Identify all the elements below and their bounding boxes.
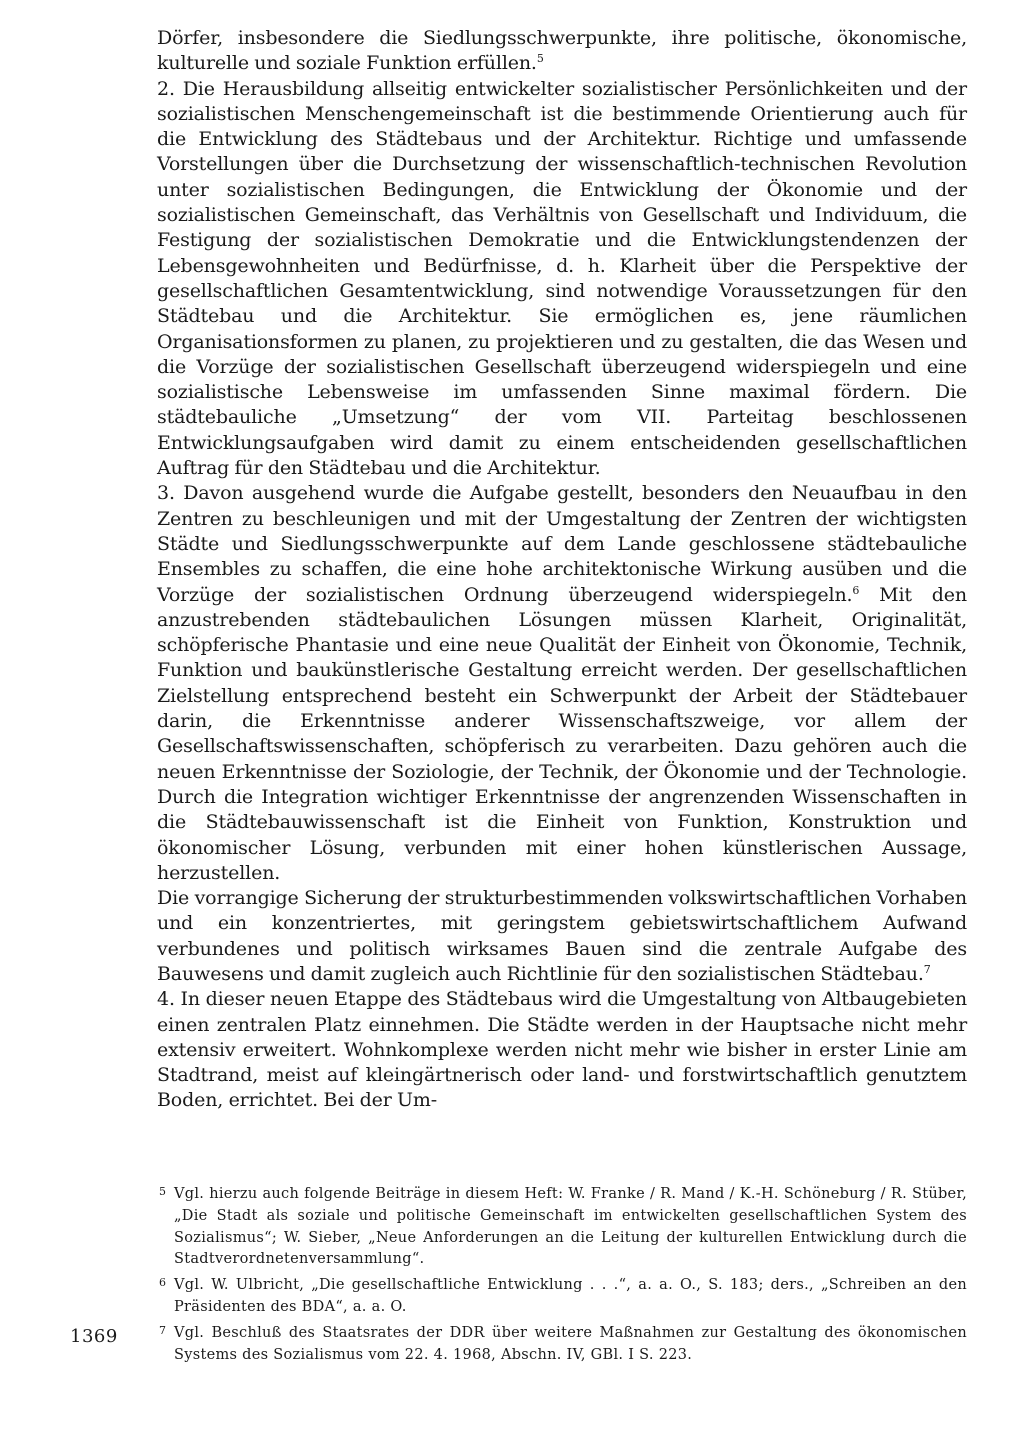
paragraph-2	[157, 77, 967, 482]
paragraph-2-text: 2. Die Herausbildung allseitig entwickelter sozialistischer Persönlichkeiten und der sozialistischen Menschengemeinschaft ist die bestimmende Orientierung auch für die Entwicklung des Städtebaus und der Architektur. Richtige und umfassende Vorstellungen über die Durchsetzung der wissenschaftlich-technischen Revolution unter sozialistischen Bedingungen, die Entwicklung der Ökonomie und der sozialistischen Gemeinschaft, das Verhältnis von Gesellschaft und Individuum, die Festigung der sozialistischen Demokratie und die Entwicklungstendenzen der Lebensgewohnheiten und Bedürfnisse, d. h. Klarheit über die Perspektive der gesellschaftlichen Gesamtentwicklung, sind notwendige Voraussetzungen für den Städtebau und die Architektur. Sie ermöglichen es, jene räumlichen Organisationsformen zu planen, zu projektieren und zu gestalten, die das Wesen und die Vorzüge der sozialistischen Gesellschaft überzeugend widerspiegeln und eine sozialistische Lebensweise im umfassenden Sinne maximal fördern. Die städtebauliche „Umsetzung“ der vom VII. Parteitag beschlossenen Entwicklungsaufgaben wird damit zu einem entscheidenden gesellschaftlichen Auftrag für den Städtebau und die Architektur.	[157, 77, 967, 480]
paragraph-3	[157, 481, 967, 886]
footnote-ref-6: 6	[852, 583, 860, 597]
footnotes	[157, 1184, 967, 1370]
footnote-number: 5	[159, 1185, 167, 1198]
footnote-text: Vgl. hierzu auch folgende Beiträge in diesem Heft: W. Franke / R. Mand / K.-H. Schöneburg / R. Stüber, „Die Stadt als soziale und politische Gemeinschaft im entwickelten gesellschaftlichen System des Sozialismus“; W. Sieber, „Neue Anforderungen an die Leitung der kulturellen Entwicklung durch die Stadtverordnetenversammlung“.	[174, 1186, 967, 1268]
page-number: 1369	[70, 1326, 118, 1347]
footnote-6	[157, 1275, 967, 1319]
paragraph-4	[157, 886, 967, 987]
paragraph-1	[157, 26, 967, 77]
paragraph-5	[157, 987, 967, 1113]
footnote-text: Vgl. Beschluß des Staatsrates der DDR über weitere Maßnahmen zur Gestaltung des ökonomischen Systems des Sozialismus vom 22. 4. 1968, Abschn. IV, GBl. I S. 223.	[174, 1324, 967, 1363]
footnote-number: 6	[159, 1276, 167, 1290]
footnote-text: Vgl. W. Ulbricht, „Die gesellschaftliche Entwicklung . . .“, a. a. O., S. 183; ders., „Schreiben an den Präsidenten des BDA“, a. a. O.	[174, 1277, 967, 1315]
paragraph-1-text: Dörfer, insbesondere die Siedlungsschwerpunkte, ihre politische, ökonomische, kulturelle und soziale Funktion erfüllen.	[157, 27, 967, 75]
footnote-5	[157, 1184, 967, 1271]
paragraph-4-text: Die vorrangige Sicherung der strukturbestimmenden volkswirtschaftlichen Vorhaben und ein konzentriertes, mit geringstem gebietswirtschaftlichem Aufwand verbundenes und politisch wirksames Bauen sind die zentrale Aufgabe des Bauwesens und damit zugleich auch Richtlinie für den sozialistischen Städtebau.	[157, 887, 967, 985]
paragraph-3-continuation: Mit den anzustrebenden städtebaulichen Lösungen müssen Klarheit, Originalität, schöpferische Phantasie und eine neue Qualität der Einheit von Ökonomie, Technik, Funktion und baukünstlerische Gestaltung erreicht werden. Der gesellschaftlichen Zielstellung entsprechend besteht ein Schwerpunkt der Arbeit der Städtebauer darin, die Erkenntnisse anderer Wissenschaftszweige, vor allem der Gesellschaftswissenschaften, schöpferisch zu verarbeiten. Dazu gehören auch die neuen Erkenntnisse der Soziologie, der Technik, der Ökonomie und der Technologie. Durch die Integration wichtiger Erkenntnisse der angrenzenden Wissenschaften in die Städtebauwissenschaft ist die Einheit von Funktion, Konstruktion und ökonomischer Lösung, verbunden mit einer hohen künstlerischen Aussage, herzustellen.	[157, 583, 967, 884]
paragraph-3-text: 3. Davon ausgehend wurde die Aufgabe gestellt, besonders den Neuaufbau in den Zentren zu beschleunigen und mit der Umgestaltung der Zentren der wichtigsten Städte und Siedlungsschwerpunkte auf dem Lande geschlossene städtebauliche Ensembles zu schaffen, die eine hohe architektonische Wirkung ausüben und die Vorzüge der sozialistischen Ordnung überzeugend widerspiegeln.	[157, 482, 967, 606]
footnote-ref-5: 5	[536, 52, 544, 66]
paragraph-5-text: 4. In dieser neuen Etappe des Städtebaus wird die Umgestaltung von Altbaugebieten einen zentralen Platz einnehmen. Die Städte werden in der Hauptsache nicht mehr extensiv erweitert. Wohnkomplexe werden nicht mehr wie bisher in erster Linie am Stadtrand, meist auf kleingärtnerisch oder land- und forstwirtschaftlich genutztem Boden, errichtet. Bei der Um-	[157, 988, 967, 1112]
footnote-number: 7	[159, 1323, 167, 1337]
footnote-7	[157, 1323, 967, 1367]
footnote-ref-7: 7	[923, 962, 931, 976]
body-text	[157, 26, 967, 1114]
